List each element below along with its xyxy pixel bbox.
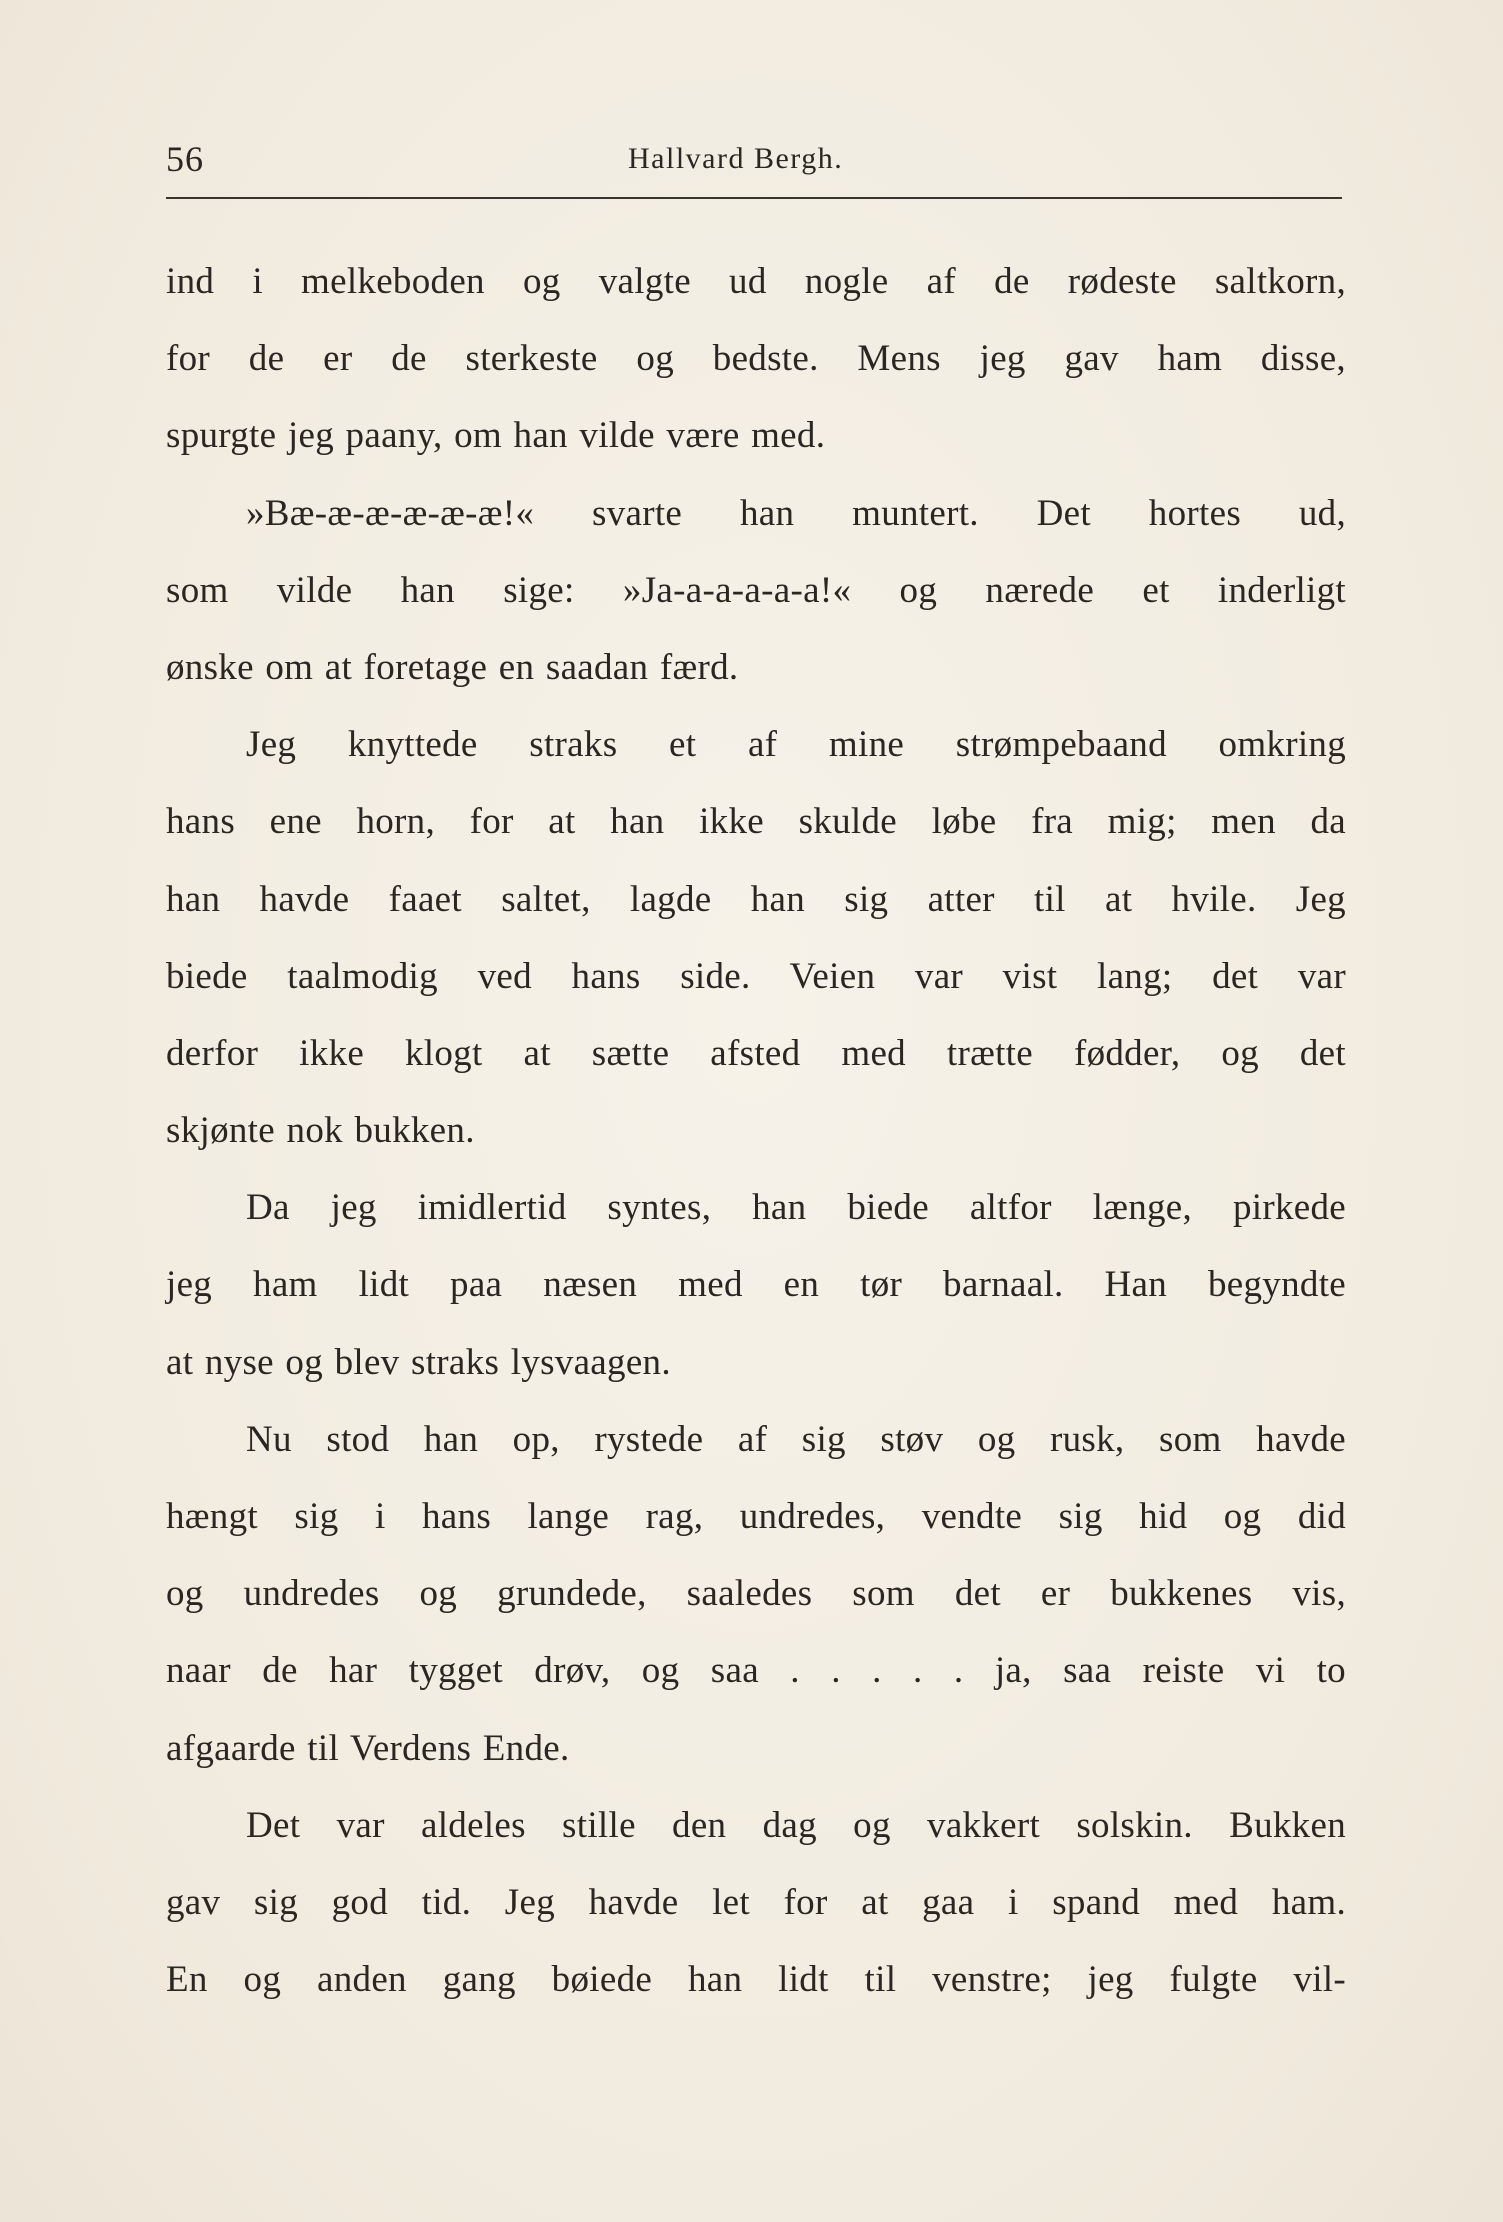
text-line: ønske om at foretage en saadan færd. [166,646,739,688]
text-line: biede taalmodig ved hans side. Veien var vist lang; det var [166,955,1346,997]
running-head [166,138,1342,188]
text-line: gav sig god tid. Jeg havde let for at gaa i spand med ham. [166,1881,1346,1923]
text-line: »Bæ-æ-æ-æ-æ-æ!« svarte han muntert. Det hortes ud, [246,492,1346,534]
text-line: afgaarde til Verdens Ende. [166,1727,570,1769]
text-line: han havde faaet saltet, lagde han sig atter til at hvile. Jeg [166,878,1346,920]
header-rule [166,197,1342,199]
page-number: 56 [166,139,204,179]
text-line: En og anden gang bøiede han lidt til venstre; jeg fulgte vil- [166,1959,1346,2001]
text-line: Det var aldeles stille den dag og vakkert solskin. Bukken [246,1804,1346,1846]
text-line: spurgte jeg paany, om han vilde være med. [166,415,826,457]
text-line: som vilde han sige: »Ja-a-a-a-a-a!« og nærede et inderligt [166,569,1346,611]
text-line: og undredes og grundede, saaledes som det er bukkenes vis, [166,1573,1346,1615]
text-line: for de er de sterkeste og bedste. Mens jeg gav ham disse, [166,338,1346,380]
text-line: Da jeg imidlertid syntes, han biede altfor længe, pirkede [246,1187,1346,1229]
text-line: hængt sig i hans lange rag, undredes, vendte sig hid og did [166,1496,1346,1537]
text-line: Jeg knyttede straks et af mine strømpebaand omkring [246,724,1346,766]
body-text [166,250,1346,2025]
text-line: naar de har tygget drøv, og saa . . . . . ja, saa reiste vi to [166,1650,1346,1692]
text-line: skjønte nok bukken. [166,1110,475,1152]
text-line: Nu stod han op, rystede af sig støv og rusk, som havde [246,1418,1346,1460]
text-line: ind i melkeboden og valgte ud nogle af de rødeste saltkorn, [166,261,1346,302]
text-line: jeg ham lidt paa næsen med en tør barnaal. Han begyndte [166,1264,1346,1306]
running-title: Hallvard Bergh. [628,142,844,175]
text-line: at nyse og blev straks lysvaagen. [166,1341,671,1383]
text-line: derfor ikke klogt at sætte afsted med trætte fødder, og det [166,1032,1346,1074]
text-line: hans ene horn, for at han ikke skulde løbe fra mig; men da [166,801,1346,843]
